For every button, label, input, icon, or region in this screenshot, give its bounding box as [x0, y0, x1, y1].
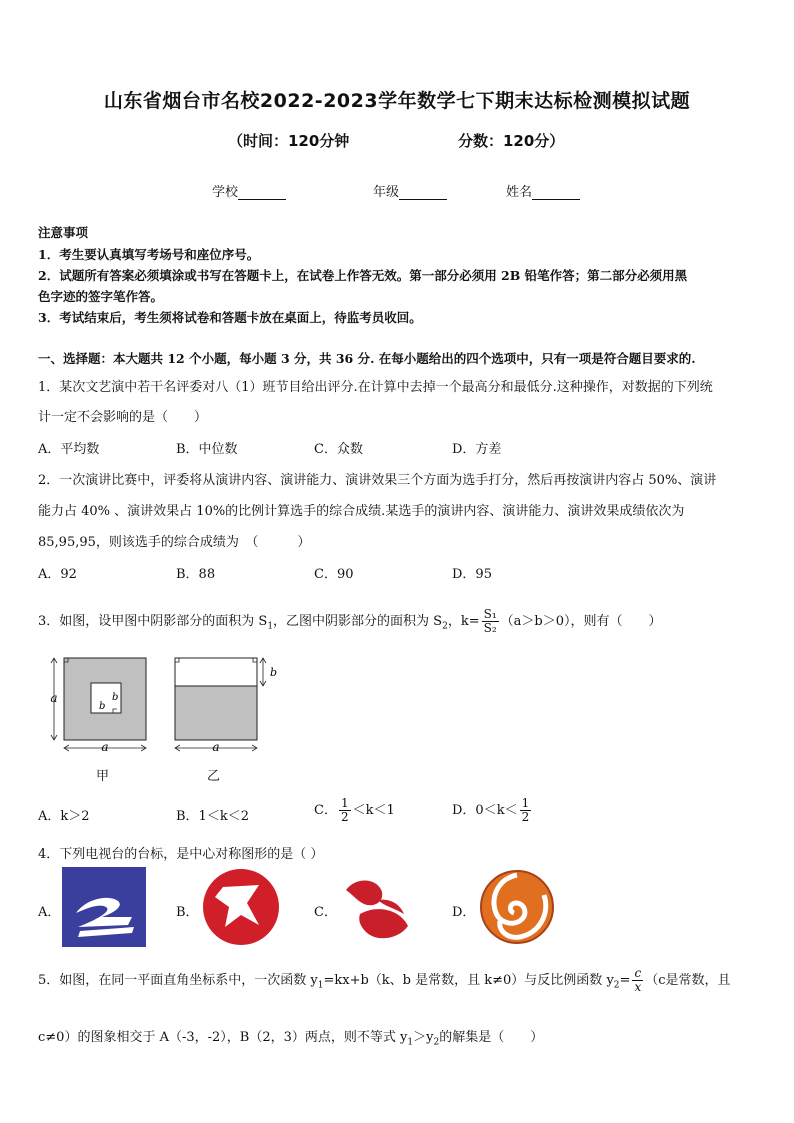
time-label: （时间：120分钟	[228, 132, 350, 150]
label-yi: 乙	[207, 769, 221, 784]
page-title: 山东省烟台市名校2022-2023学年数学七下期末达标检测模拟试题	[103, 90, 691, 112]
star-tv-logo[interactable]	[201, 867, 281, 947]
q2-line1: 2．一次演讲比赛中，评委将从演讲内容、演讲能力、演讲效果三个方面为选手打分，然后再按演讲内容占 50%、演讲	[38, 473, 717, 488]
jia-b-bottom: b	[99, 701, 106, 712]
grade-field[interactable]	[373, 181, 447, 200]
q5-line2: c≠0）的图象相交于 A（-3，-2），B（2，3）两点，则不等式 $y_1>y_2$的解集是（ ）	[38, 1030, 544, 1048]
q3-option-c[interactable]: C． $\frac{1}{2}$ ＜k＜1	[314, 796, 395, 824]
note-3: 3．考试结束后，考生须将试卷和答题卡放在桌面上，待监考员收回。	[38, 310, 422, 325]
name-label: 姓名	[506, 185, 533, 200]
q3-option-b[interactable]: B．1＜k＜2	[176, 809, 249, 824]
q3-stem: 3．如图，设甲图中阴影部分的面积为 $S_1$，乙图中阴影部分的面积为 $S_2$，k= $\frac{\text{S₁}}{\text{S₂}}$ （a＞b＞0），则有（ ）	[38, 607, 662, 635]
q4-option-d[interactable]: D．	[452, 905, 476, 920]
q3-option-d[interactable]: D．0＜k＜ $\frac{1}{2}$	[452, 796, 530, 824]
q2-option-b[interactable]: B．88	[176, 567, 216, 582]
note-2-cont: 色字迹的签字笔作答。	[38, 289, 164, 304]
note-1: 1．考生要认真填写考场号和座位序号。	[38, 247, 260, 262]
q2-option-c[interactable]: C．90	[314, 567, 354, 582]
jia-a-left: a	[50, 691, 58, 705]
q5-line1: 5．如图，在同一平面直角坐标系中，一次函数 $y_1=kx+b(k$、b 是常数，且 k≠0）与反比例函数 $y_2=$ $\frac{c}{x}$ （c是常数，且	[38, 966, 731, 994]
q3-figures	[40, 650, 280, 765]
notes-heading: 注意事项	[38, 225, 89, 240]
q4-stem: 4．下列电视台的台标，是中心对称图形的是（ ）	[38, 847, 324, 862]
yi-shaded-rect	[175, 686, 257, 740]
q2-option-d[interactable]: D．95	[452, 567, 492, 582]
name-field[interactable]	[506, 181, 580, 200]
score-label: 分数：120分）	[458, 132, 565, 150]
q1-line1: 1．某次文艺演中若干名评委对八（1）班节目给出评分.在计算中去掉一个最高分和最低分.这种操作，对数据的下列统	[38, 380, 713, 395]
q1-option-d[interactable]: D．方差	[452, 442, 502, 457]
q1-option-c[interactable]: C．众数	[314, 442, 363, 457]
phoenix-tv-logo[interactable]	[478, 867, 556, 947]
q3-k-fraction: $\frac{\text{S₁}}{\text{S₂}}$	[483, 607, 497, 635]
jia-a-bottom: a	[101, 740, 109, 754]
label-jia: 甲	[96, 769, 110, 784]
q1-line2: 计一定不会影响的是（ ）	[38, 410, 208, 425]
zhejiang-tv-logo[interactable]	[62, 867, 146, 947]
q4-option-c[interactable]: C．	[314, 905, 337, 920]
school-field[interactable]	[212, 181, 286, 200]
q1-option-b[interactable]: B．中位数	[176, 442, 238, 457]
note-2: 2．试题所有答案必须填涂或书写在答题卡上，在试卷上作答无效。第一部分必须用 2B 铅笔作答；第二部分必须用黑	[38, 268, 688, 283]
yi-a-bottom: a	[212, 740, 220, 754]
jia-b-right: b	[112, 692, 119, 703]
q4-option-b[interactable]: B．	[176, 905, 199, 920]
q2-line2: 能力占 40% 、演讲效果占 10%的比例计算选手的综合成绩.某选手的演讲内容、演讲能力、演讲效果成绩依次为	[38, 504, 685, 519]
q2-line3: 85,95,95，则该选手的综合成绩为 （ ）	[38, 535, 311, 550]
q3-option-a[interactable]: A．k＞2	[38, 809, 90, 824]
shandong-tv-logo[interactable]	[338, 870, 414, 946]
q1-option-a[interactable]: A．平均数	[38, 442, 100, 457]
school-label: 学校	[212, 185, 239, 200]
q2-option-a[interactable]: A．92	[38, 567, 77, 582]
q4-option-a[interactable]: A．	[38, 905, 61, 920]
section-heading: 一、选择题：本大题共 12 个小题，每小题 3 分，共 36 分. 在每小题给出的四个选项中，只有一项是符合题目要求的.	[38, 351, 696, 366]
grade-label: 年级	[373, 185, 400, 200]
yi-b-right: b	[270, 666, 278, 679]
